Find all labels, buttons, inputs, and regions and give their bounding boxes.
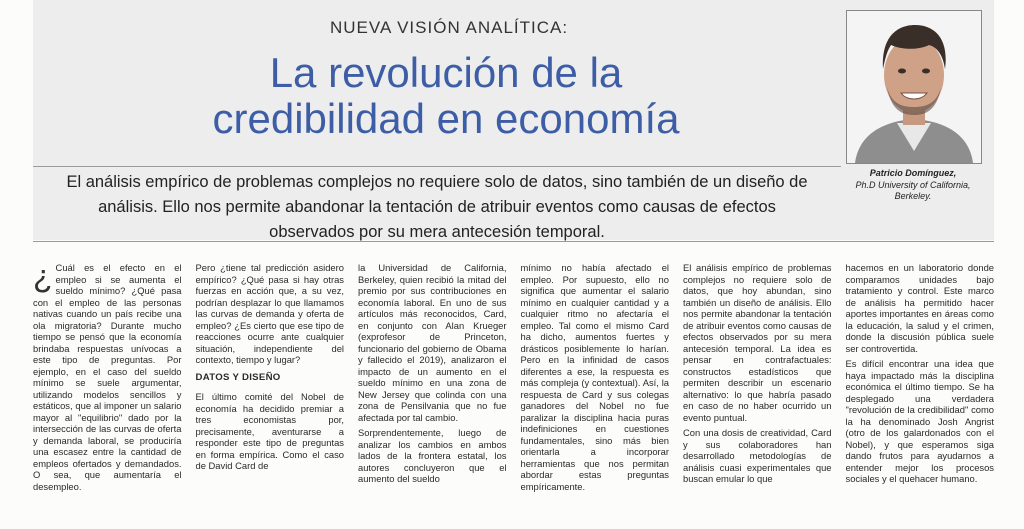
headline-line-2: credibilidad en economía: [212, 95, 680, 142]
article-column-2: [196, 262, 345, 522]
column-3-paragraph-1: la Universidad de California, Berkeley, quien recibió la mitad del premio por sus contribuciones en economía laboral. En uno de sus artículos más reconocidos, Card, en conjunto con Alan Krueger (exprofesor de Princeton, funcionario del gobierno de Obama y fallecido el 2019), analizaron el impacto de un aumento en el sueldo mínimo en una zona de New Jersey que colinda con una zona de Pensilvania que no fue afectada por tal cambio.: [358, 262, 507, 423]
column-2-paragraph-2: El último comité del Nobel de economía ha decidido premiar a tres economistas por, precisamente, aventurarse a responder este tipo de preguntas en forma empírica. Como el caso de David Card de: [195, 391, 344, 471]
lead-paragraph: [33, 170, 841, 245]
headline: [186, 50, 706, 142]
lead-line-3: observados por su mera antecesión temporal.: [269, 223, 605, 241]
lead-line-1: El análisis empírico de problemas complejos no requiere solo de datos, sino también de un diseño de: [66, 173, 808, 191]
article-body: [33, 262, 994, 522]
column-6-paragraph-2: Es difícil encontrar una idea que haya impactado más la disciplina económica el último tiempo. Se ha desplegado una verdadera "revolución de la credibilidad" como la ha denominado Josh Angrist (otro de los galardonados con el Nobel), y que esperamos siga dando frutos para ayudarnos a entender mejor los procesos sociales y el quehacer humano.: [845, 358, 994, 484]
author-photo: [846, 10, 982, 164]
drop-cap: ¿: [33, 262, 53, 294]
column-3-paragraph-2: Sorprendentemente, luego de analizar los cambios en ambos lados de la frontera estatal, los autores concluyeron que el aumento del sueldo: [358, 427, 507, 484]
top-rule: [33, 166, 841, 167]
article-column-6: [846, 262, 995, 522]
column-6-paragraph-1: hacemos en un laboratorio donde comparamos unidades bajo tratamiento y control. Este marco de análisis ha permitido hacer aportes importantes en áreas como la educación, la salud y el crimen, donde la discusión pública suele ser controvertida.: [845, 262, 994, 354]
column-4-paragraph-1: mínimo no había afectado el empleo. Por supuesto, ello no significa que aumentar el salario mínimo en cualquier cantidad y a cualquier ritmo no afectaría el empleo. Tal como el mismo Card ha dicho, aumentos fuertes y drásticos posiblemente lo harían. Pero en la infinidad de casos diferentes a ese, la respuesta es más compleja (y contextual). Así, la respuesta de Card y sus colegas ganadores del Nobel no fue paralizar la disciplina hacia puras indefiniciones en cuestiones fundamentales, sino más bien orientarla a incorporar herramientas que nos permitan abordar estas preguntas empíricamente.: [520, 262, 669, 492]
kicker: NUEVA VISIÓN ANALÍTICA:: [330, 18, 569, 37]
lead-line-2: análisis. Ello nos permite abandonar la tentación de atribuir eventos como causas de efectos: [98, 198, 776, 216]
bottom-rule: [33, 241, 994, 242]
article-column-1: [33, 262, 182, 522]
column-1-paragraph-1: Cuál es el efecto en el empleo si se aumenta el sueldo mínimo? ¿Qué pasa con el empleo de las personas nativas cuando un país recibe una ola migratoria? Durante mucho tiempo se pensó que la economía brindaba respuestas unívocas a este tipo de preguntas. Por ejemplo, en el caso del sueldo mínimo se suele argumentar, utilizando modelos sencillos y estáticos, que al imponer un salario mayor al "equilibrio" dado por la intersección de las curvas de oferta y demanda laboral, se produciría una escasez entre la cantidad de empleos ofertados y demandados. O sea, que aumentaría el desempleo.: [33, 262, 182, 492]
author-institution: Berkeley.: [894, 191, 932, 201]
author-portrait-icon: [847, 11, 981, 163]
author-name: Patricio Domínguez,: [869, 168, 957, 178]
author-caption: [846, 168, 980, 203]
article-column-5: [683, 262, 832, 522]
column-5-paragraph-1: El análisis empírico de problemas complejos no requiere solo de datos, que hoy abundan, sino también un diseño de análisis. Ello nos permite abandonar la tentación de atribuir eventos como causas de efectos observados por su mera antecesión temporal. La idea es pensar en contrafactuales: constructos estadísticos que permiten describir un escenario alternativo: lo que habría pasado en caso de no haber ocurrido un evento puntual.: [683, 262, 832, 423]
section-subhead: DATOS Y DISEÑO: [195, 371, 281, 383]
author-title: Ph.D University of California,: [855, 179, 971, 190]
headline-line-1: La revolución de la: [269, 49, 623, 96]
column-2-paragraph-1: Pero ¿tiene tal predicción asidero empírico? ¿Qué pasa si hay otras fuerzas en acción que, a su vez, podrían desplazar lo que llamamos las curvas de demanda y oferta de empleo? ¿Es cierto que ese tipo de reacciones ocurre ante cualquier situación, independiente del contexto, tiempo y lugar?: [195, 262, 344, 365]
column-5-paragraph-2: Con una dosis de creatividad, Card y sus colaboradores han desarrollado metodologías de análisis cuasi experimentales que buscan emular lo que: [683, 427, 832, 484]
article-column-3: [358, 262, 507, 522]
article-column-4: [521, 262, 670, 522]
